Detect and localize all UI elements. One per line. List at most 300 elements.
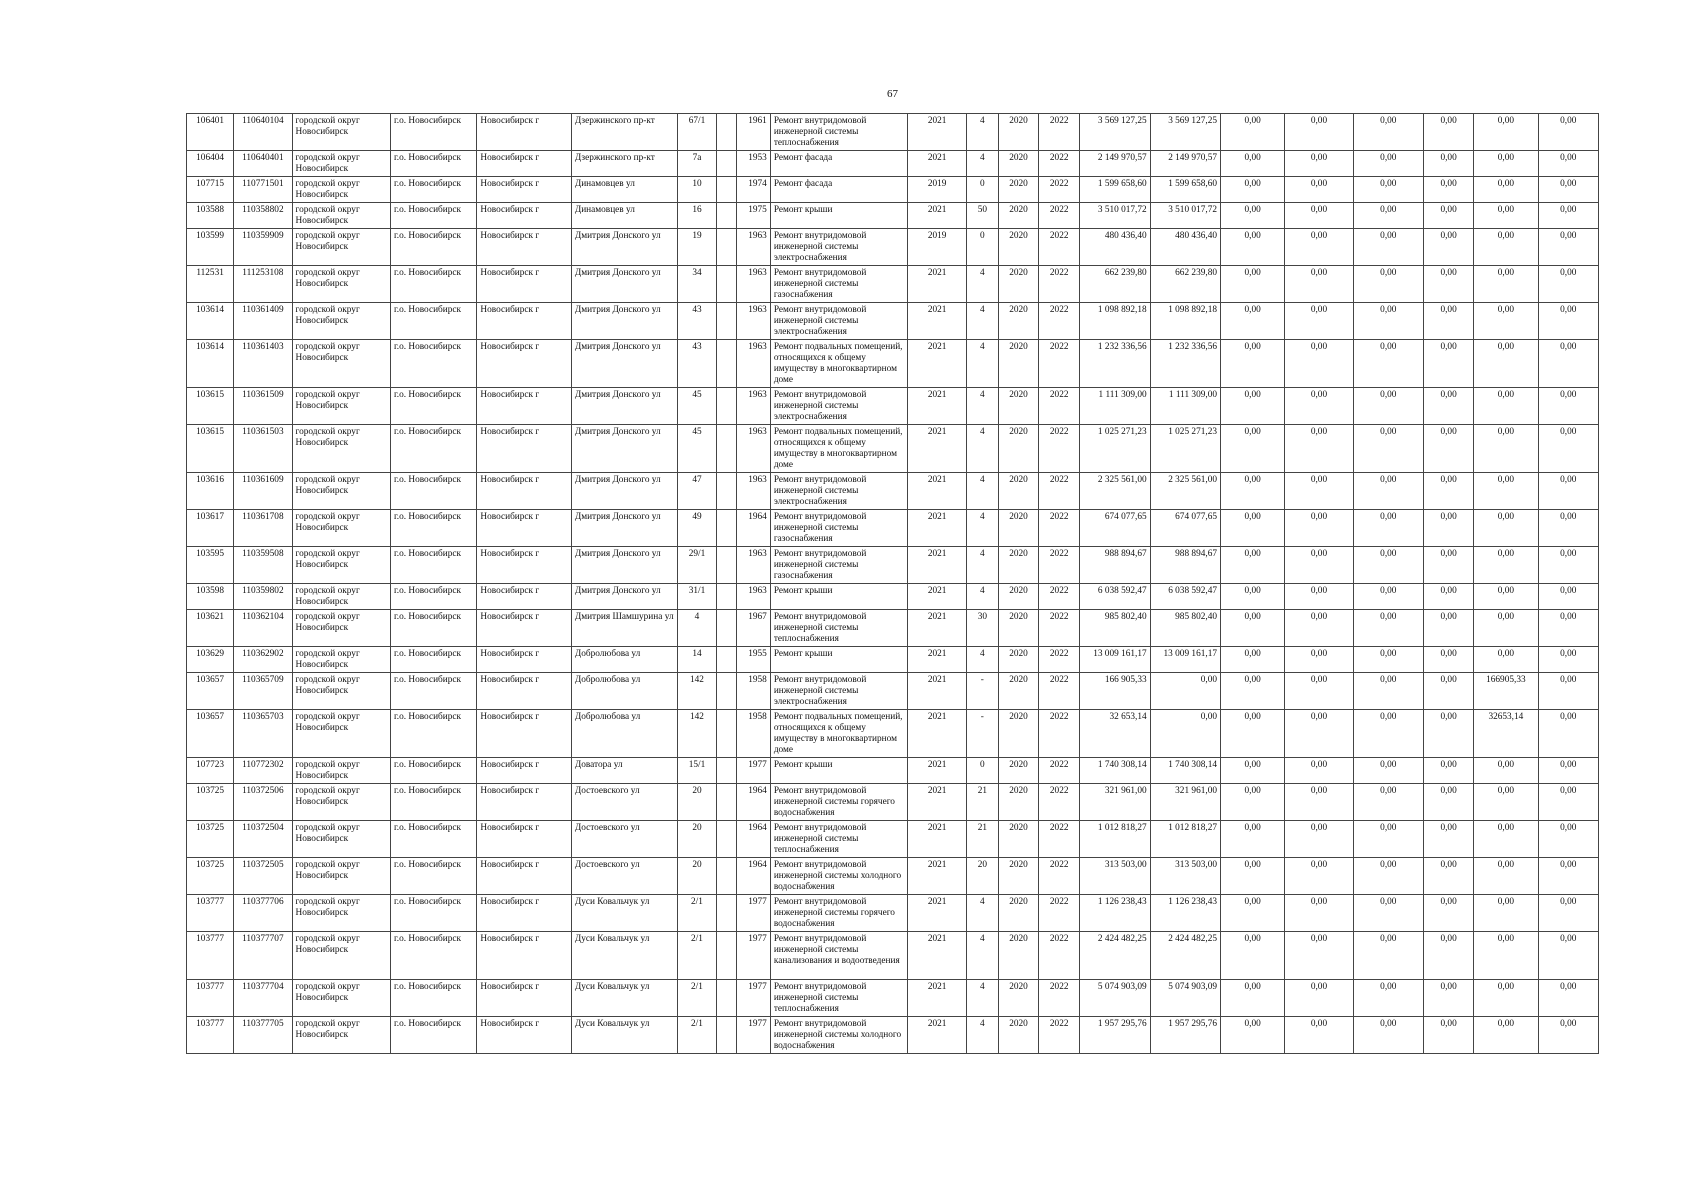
cell-total-cost: 166 905,33 bbox=[1080, 673, 1150, 710]
cell-total-cost: 1 126 238,43 bbox=[1080, 895, 1150, 932]
cell-street: Дмитрия Донского ул bbox=[571, 547, 678, 584]
cell-cell-q: 0,00 bbox=[1221, 610, 1285, 647]
cell-cell-s: 0,00 bbox=[1353, 229, 1423, 266]
cell-cell-u: 0,00 bbox=[1474, 758, 1538, 784]
table-row bbox=[187, 229, 1599, 266]
cell-cell-v: 0,00 bbox=[1538, 229, 1598, 266]
cell-blank-col bbox=[716, 858, 736, 895]
cell-total-cost: 1 098 892,18 bbox=[1080, 303, 1150, 340]
cell-object-code: 110359508 bbox=[234, 547, 292, 584]
cell-locality: Новосибирск г bbox=[477, 177, 571, 203]
cell-municipality: городской округ Новосибирск bbox=[292, 473, 390, 510]
cell-cell-s: 0,00 bbox=[1353, 510, 1423, 547]
cell-house-id: 103614 bbox=[187, 303, 234, 340]
cell-urban-district: г.о. Новосибирск bbox=[390, 784, 476, 821]
cell-cell-l: 4 bbox=[966, 547, 998, 584]
table-row bbox=[187, 673, 1599, 710]
cell-cell-v: 0,00 bbox=[1538, 710, 1598, 758]
cell-total-cost: 3 510 017,72 bbox=[1080, 203, 1150, 229]
cell-cell-l: 0 bbox=[966, 177, 998, 203]
cell-object-code: 110361509 bbox=[234, 388, 292, 425]
cell-municipality: городской округ Новосибирск bbox=[292, 673, 390, 710]
cell-cell-q: 0,00 bbox=[1221, 784, 1285, 821]
cell-object-code: 110372504 bbox=[234, 821, 292, 858]
cell-cell-r: 0,00 bbox=[1285, 388, 1353, 425]
cell-cell-t: 0,00 bbox=[1423, 266, 1473, 303]
cell-cell-t: 0,00 bbox=[1423, 821, 1473, 858]
cell-municipality: городской округ Новосибирск bbox=[292, 932, 390, 980]
cell-cell-s: 0,00 bbox=[1353, 151, 1423, 177]
cell-build-year: 1963 bbox=[736, 229, 770, 266]
cell-cell-v: 0,00 bbox=[1538, 980, 1598, 1017]
cell-cell-r: 0,00 bbox=[1285, 710, 1353, 758]
page-number: 67 bbox=[887, 88, 898, 100]
cell-build-year: 1963 bbox=[736, 547, 770, 584]
cell-object-code: 110361609 bbox=[234, 473, 292, 510]
cell-fund-cost: 3 510 017,72 bbox=[1150, 203, 1220, 229]
cell-fund-cost: 662 239,80 bbox=[1150, 266, 1220, 303]
cell-start-year: 2020 bbox=[998, 388, 1038, 425]
cell-cell-u: 0,00 bbox=[1474, 1017, 1538, 1054]
cell-cell-s: 0,00 bbox=[1353, 821, 1423, 858]
cell-object-code: 110361403 bbox=[234, 340, 292, 388]
cell-locality: Новосибирск г bbox=[477, 710, 571, 758]
cell-plan-year: 2021 bbox=[908, 473, 966, 510]
cell-start-year: 2020 bbox=[998, 425, 1038, 473]
cell-cell-q: 0,00 bbox=[1221, 151, 1285, 177]
cell-plan-year: 2021 bbox=[908, 510, 966, 547]
cell-cell-v: 0,00 bbox=[1538, 821, 1598, 858]
cell-end-year: 2022 bbox=[1039, 980, 1080, 1017]
cell-build-year: 1975 bbox=[736, 203, 770, 229]
cell-cell-t: 0,00 bbox=[1423, 584, 1473, 610]
cell-total-cost: 985 802,40 bbox=[1080, 610, 1150, 647]
cell-cell-l: 4 bbox=[966, 895, 998, 932]
cell-plan-year: 2021 bbox=[908, 895, 966, 932]
cell-urban-district: г.о. Новосибирск bbox=[390, 758, 476, 784]
cell-locality: Новосибирск г bbox=[477, 980, 571, 1017]
cell-work-type: Ремонт внутридомовой инженерной системы электроснабжения bbox=[770, 473, 908, 510]
cell-house-number: 14 bbox=[678, 647, 716, 673]
cell-fund-cost: 321 961,00 bbox=[1150, 784, 1220, 821]
cell-cell-u: 0,00 bbox=[1474, 821, 1538, 858]
cell-object-code: 110377705 bbox=[234, 1017, 292, 1054]
cell-cell-v: 0,00 bbox=[1538, 895, 1598, 932]
cell-fund-cost: 1 012 818,27 bbox=[1150, 821, 1220, 858]
cell-start-year: 2020 bbox=[998, 177, 1038, 203]
cell-work-type: Ремонт внутридомовой инженерной системы электроснабжения bbox=[770, 303, 908, 340]
cell-cell-q: 0,00 bbox=[1221, 425, 1285, 473]
cell-total-cost: 2 325 561,00 bbox=[1080, 473, 1150, 510]
cell-urban-district: г.о. Новосибирск bbox=[390, 114, 476, 151]
cell-cell-l: 4 bbox=[966, 266, 998, 303]
cell-build-year: 1964 bbox=[736, 821, 770, 858]
cell-cell-v: 0,00 bbox=[1538, 673, 1598, 710]
cell-cell-l: 50 bbox=[966, 203, 998, 229]
cell-locality: Новосибирск г bbox=[477, 1017, 571, 1054]
cell-work-type: Ремонт подвальных помещений, относящихся к общему имуществу в многоквартирном доме bbox=[770, 710, 908, 758]
cell-object-code: 110361708 bbox=[234, 510, 292, 547]
cell-start-year: 2020 bbox=[998, 303, 1038, 340]
cell-object-code: 110640104 bbox=[234, 114, 292, 151]
cell-street: Достоевского ул bbox=[571, 858, 678, 895]
cell-object-code: 110365709 bbox=[234, 673, 292, 710]
cell-street: Добролюбова ул bbox=[571, 710, 678, 758]
cell-cell-l: 4 bbox=[966, 584, 998, 610]
cell-fund-cost: 674 077,65 bbox=[1150, 510, 1220, 547]
cell-cell-l: 4 bbox=[966, 425, 998, 473]
cell-house-number: 142 bbox=[678, 673, 716, 710]
cell-municipality: городской округ Новосибирск bbox=[292, 647, 390, 673]
cell-build-year: 1977 bbox=[736, 758, 770, 784]
cell-fund-cost: 0,00 bbox=[1150, 673, 1220, 710]
cell-start-year: 2020 bbox=[998, 114, 1038, 151]
cell-start-year: 2020 bbox=[998, 203, 1038, 229]
cell-object-code: 110358802 bbox=[234, 203, 292, 229]
cell-total-cost: 1 957 295,76 bbox=[1080, 1017, 1150, 1054]
cell-municipality: городской округ Новосибирск bbox=[292, 114, 390, 151]
cell-cell-l: 4 bbox=[966, 510, 998, 547]
cell-municipality: городской округ Новосибирск bbox=[292, 584, 390, 610]
cell-cell-q: 0,00 bbox=[1221, 203, 1285, 229]
cell-start-year: 2020 bbox=[998, 932, 1038, 980]
cell-start-year: 2020 bbox=[998, 151, 1038, 177]
cell-start-year: 2020 bbox=[998, 647, 1038, 673]
cell-house-number: 19 bbox=[678, 229, 716, 266]
cell-blank-col bbox=[716, 610, 736, 647]
cell-object-code: 110361409 bbox=[234, 303, 292, 340]
cell-cell-q: 0,00 bbox=[1221, 388, 1285, 425]
cell-house-id: 103595 bbox=[187, 547, 234, 584]
cell-cell-u: 0,00 bbox=[1474, 425, 1538, 473]
cell-house-id: 103616 bbox=[187, 473, 234, 510]
cell-locality: Новосибирск г bbox=[477, 584, 571, 610]
cell-end-year: 2022 bbox=[1039, 229, 1080, 266]
cell-house-number: 4 bbox=[678, 610, 716, 647]
cell-municipality: городской округ Новосибирск bbox=[292, 151, 390, 177]
cell-cell-r: 0,00 bbox=[1285, 229, 1353, 266]
cell-fund-cost: 5 074 903,09 bbox=[1150, 980, 1220, 1017]
cell-cell-s: 0,00 bbox=[1353, 388, 1423, 425]
cell-plan-year: 2021 bbox=[908, 266, 966, 303]
cell-municipality: городской округ Новосибирск bbox=[292, 229, 390, 266]
cell-work-type: Ремонт внутридомовой инженерной системы теплоснабжения bbox=[770, 610, 908, 647]
cell-blank-col bbox=[716, 203, 736, 229]
cell-cell-t: 0,00 bbox=[1423, 758, 1473, 784]
cell-cell-r: 0,00 bbox=[1285, 1017, 1353, 1054]
cell-cell-q: 0,00 bbox=[1221, 758, 1285, 784]
cell-cell-s: 0,00 bbox=[1353, 758, 1423, 784]
cell-house-number: 20 bbox=[678, 784, 716, 821]
cell-end-year: 2022 bbox=[1039, 647, 1080, 673]
cell-object-code: 110359802 bbox=[234, 584, 292, 610]
cell-cell-u: 0,00 bbox=[1474, 610, 1538, 647]
cell-blank-col bbox=[716, 980, 736, 1017]
cell-house-id: 103657 bbox=[187, 673, 234, 710]
cell-cell-t: 0,00 bbox=[1423, 425, 1473, 473]
cell-house-number: 45 bbox=[678, 388, 716, 425]
cell-total-cost: 2 424 482,25 bbox=[1080, 932, 1150, 980]
cell-cell-s: 0,00 bbox=[1353, 858, 1423, 895]
cell-cell-s: 0,00 bbox=[1353, 266, 1423, 303]
cell-cell-v: 0,00 bbox=[1538, 303, 1598, 340]
cell-work-type: Ремонт внутридомовой инженерной системы теплоснабжения bbox=[770, 114, 908, 151]
cell-cell-t: 0,00 bbox=[1423, 229, 1473, 266]
cell-cell-u: 0,00 bbox=[1474, 980, 1538, 1017]
cell-cell-u: 0,00 bbox=[1474, 784, 1538, 821]
cell-work-type: Ремонт внутридомовой инженерной системы холодного водоснабжения bbox=[770, 1017, 908, 1054]
cell-cell-r: 0,00 bbox=[1285, 151, 1353, 177]
cell-work-type: Ремонт внутридомовой инженерной системы холодного водоснабжения bbox=[770, 858, 908, 895]
cell-cell-r: 0,00 bbox=[1285, 784, 1353, 821]
cell-build-year: 1963 bbox=[736, 303, 770, 340]
cell-cell-q: 0,00 bbox=[1221, 673, 1285, 710]
cell-blank-col bbox=[716, 340, 736, 388]
cell-cell-l: 4 bbox=[966, 932, 998, 980]
cell-cell-r: 0,00 bbox=[1285, 510, 1353, 547]
cell-object-code: 110640401 bbox=[234, 151, 292, 177]
cell-urban-district: г.о. Новосибирск bbox=[390, 340, 476, 388]
cell-end-year: 2022 bbox=[1039, 673, 1080, 710]
cell-cell-u: 0,00 bbox=[1474, 510, 1538, 547]
cell-cell-q: 0,00 bbox=[1221, 1017, 1285, 1054]
cell-house-id: 106404 bbox=[187, 151, 234, 177]
table-row bbox=[187, 203, 1599, 229]
cell-cell-s: 0,00 bbox=[1353, 647, 1423, 673]
cell-house-number: 7а bbox=[678, 151, 716, 177]
cell-house-id: 103725 bbox=[187, 821, 234, 858]
cell-municipality: городской округ Новосибирск bbox=[292, 710, 390, 758]
cell-blank-col bbox=[716, 473, 736, 510]
cell-object-code: 111253108 bbox=[234, 266, 292, 303]
cell-blank-col bbox=[716, 229, 736, 266]
cell-build-year: 1961 bbox=[736, 114, 770, 151]
cell-urban-district: г.о. Новосибирск bbox=[390, 673, 476, 710]
cell-start-year: 2020 bbox=[998, 980, 1038, 1017]
cell-cell-t: 0,00 bbox=[1423, 388, 1473, 425]
cell-build-year: 1964 bbox=[736, 858, 770, 895]
table-row bbox=[187, 340, 1599, 388]
cell-cell-u: 0,00 bbox=[1474, 303, 1538, 340]
cell-street: Дмитрия Донского ул bbox=[571, 388, 678, 425]
cell-cell-s: 0,00 bbox=[1353, 710, 1423, 758]
cell-house-id: 112531 bbox=[187, 266, 234, 303]
cell-total-cost: 1 012 818,27 bbox=[1080, 821, 1150, 858]
cell-cell-t: 0,00 bbox=[1423, 980, 1473, 1017]
table-row bbox=[187, 821, 1599, 858]
cell-street: Динамовцев ул bbox=[571, 203, 678, 229]
cell-cell-t: 0,00 bbox=[1423, 177, 1473, 203]
cell-end-year: 2022 bbox=[1039, 932, 1080, 980]
cell-cell-l: 0 bbox=[966, 758, 998, 784]
cell-locality: Новосибирск г bbox=[477, 758, 571, 784]
cell-cell-q: 0,00 bbox=[1221, 821, 1285, 858]
cell-house-id: 103777 bbox=[187, 1017, 234, 1054]
cell-start-year: 2020 bbox=[998, 1017, 1038, 1054]
cell-object-code: 110361503 bbox=[234, 425, 292, 473]
cell-house-number: 10 bbox=[678, 177, 716, 203]
cell-blank-col bbox=[716, 584, 736, 610]
cell-cell-u: 0,00 bbox=[1474, 177, 1538, 203]
cell-urban-district: г.о. Новосибирск bbox=[390, 151, 476, 177]
cell-cell-l: 4 bbox=[966, 980, 998, 1017]
cell-cell-r: 0,00 bbox=[1285, 895, 1353, 932]
cell-house-number: 67/1 bbox=[678, 114, 716, 151]
cell-total-cost: 6 038 592,47 bbox=[1080, 584, 1150, 610]
cell-build-year: 1977 bbox=[736, 980, 770, 1017]
table-row bbox=[187, 547, 1599, 584]
table-row bbox=[187, 303, 1599, 340]
cell-municipality: городской округ Новосибирск bbox=[292, 610, 390, 647]
cell-end-year: 2022 bbox=[1039, 610, 1080, 647]
cell-cell-r: 0,00 bbox=[1285, 473, 1353, 510]
cell-house-id: 103599 bbox=[187, 229, 234, 266]
cell-plan-year: 2021 bbox=[908, 932, 966, 980]
cell-urban-district: г.о. Новосибирск bbox=[390, 229, 476, 266]
cell-build-year: 1964 bbox=[736, 510, 770, 547]
cell-cell-s: 0,00 bbox=[1353, 1017, 1423, 1054]
cell-fund-cost: 1 599 658,60 bbox=[1150, 177, 1220, 203]
cell-urban-district: г.о. Новосибирск bbox=[390, 303, 476, 340]
cell-object-code: 110372505 bbox=[234, 858, 292, 895]
cell-cell-l: 4 bbox=[966, 114, 998, 151]
cell-cell-t: 0,00 bbox=[1423, 858, 1473, 895]
cell-urban-district: г.о. Новосибирск bbox=[390, 821, 476, 858]
cell-build-year: 1963 bbox=[736, 473, 770, 510]
cell-cell-q: 0,00 bbox=[1221, 340, 1285, 388]
cell-plan-year: 2021 bbox=[908, 388, 966, 425]
cell-house-number: 49 bbox=[678, 510, 716, 547]
cell-house-id: 107723 bbox=[187, 758, 234, 784]
cell-start-year: 2020 bbox=[998, 229, 1038, 266]
cell-cell-t: 0,00 bbox=[1423, 932, 1473, 980]
cell-end-year: 2022 bbox=[1039, 388, 1080, 425]
cell-municipality: городской округ Новосибирск bbox=[292, 203, 390, 229]
cell-cell-t: 0,00 bbox=[1423, 895, 1473, 932]
cell-street: Дмитрия Донского ул bbox=[571, 584, 678, 610]
cell-work-type: Ремонт подвальных помещений, относящихся к общему имуществу в многоквартирном доме bbox=[770, 340, 908, 388]
cell-urban-district: г.о. Новосибирск bbox=[390, 610, 476, 647]
cell-object-code: 110372506 bbox=[234, 784, 292, 821]
cell-start-year: 2020 bbox=[998, 473, 1038, 510]
cell-street: Дмитрия Донского ул bbox=[571, 229, 678, 266]
cell-plan-year: 2021 bbox=[908, 584, 966, 610]
cell-start-year: 2020 bbox=[998, 758, 1038, 784]
cell-cell-r: 0,00 bbox=[1285, 758, 1353, 784]
cell-end-year: 2022 bbox=[1039, 784, 1080, 821]
cell-cell-l: 4 bbox=[966, 1017, 998, 1054]
cell-cell-l: 21 bbox=[966, 821, 998, 858]
cell-house-id: 103621 bbox=[187, 610, 234, 647]
cell-cell-v: 0,00 bbox=[1538, 114, 1598, 151]
cell-fund-cost: 1 126 238,43 bbox=[1150, 895, 1220, 932]
cell-locality: Новосибирск г bbox=[477, 229, 571, 266]
cell-locality: Новосибирск г bbox=[477, 151, 571, 177]
cell-house-id: 103615 bbox=[187, 425, 234, 473]
cell-street: Дуси Ковальчук ул bbox=[571, 932, 678, 980]
cell-total-cost: 662 239,80 bbox=[1080, 266, 1150, 303]
cell-blank-col bbox=[716, 266, 736, 303]
cell-street: Дмитрия Донского ул bbox=[571, 266, 678, 303]
cell-object-code: 110362104 bbox=[234, 610, 292, 647]
cell-object-code: 110362902 bbox=[234, 647, 292, 673]
cell-locality: Новосибирск г bbox=[477, 203, 571, 229]
cell-total-cost: 480 436,40 bbox=[1080, 229, 1150, 266]
cell-municipality: городской округ Новосибирск bbox=[292, 980, 390, 1017]
cell-cell-u: 166905,33 bbox=[1474, 673, 1538, 710]
cell-total-cost: 1 111 309,00 bbox=[1080, 388, 1150, 425]
cell-locality: Новосибирск г bbox=[477, 858, 571, 895]
cell-cell-t: 0,00 bbox=[1423, 510, 1473, 547]
cell-municipality: городской округ Новосибирск bbox=[292, 388, 390, 425]
cell-cell-v: 0,00 bbox=[1538, 203, 1598, 229]
cell-cell-l: 21 bbox=[966, 784, 998, 821]
cell-urban-district: г.о. Новосибирск bbox=[390, 510, 476, 547]
cell-municipality: городской округ Новосибирск bbox=[292, 1017, 390, 1054]
cell-street: Достоевского ул bbox=[571, 821, 678, 858]
cell-cell-s: 0,00 bbox=[1353, 425, 1423, 473]
cell-build-year: 1963 bbox=[736, 425, 770, 473]
cell-build-year: 1963 bbox=[736, 388, 770, 425]
cell-urban-district: г.о. Новосибирск bbox=[390, 980, 476, 1017]
cell-total-cost: 5 074 903,09 bbox=[1080, 980, 1150, 1017]
cell-urban-district: г.о. Новосибирск bbox=[390, 203, 476, 229]
table-row bbox=[187, 758, 1599, 784]
cell-start-year: 2020 bbox=[998, 710, 1038, 758]
cell-end-year: 2022 bbox=[1039, 340, 1080, 388]
cell-fund-cost: 1 740 308,14 bbox=[1150, 758, 1220, 784]
cell-start-year: 2020 bbox=[998, 858, 1038, 895]
cell-object-code: 110377707 bbox=[234, 932, 292, 980]
cell-cell-s: 0,00 bbox=[1353, 673, 1423, 710]
cell-street: Дмитрия Донского ул bbox=[571, 303, 678, 340]
cell-cell-l: 0 bbox=[966, 229, 998, 266]
cell-work-type: Ремонт крыши bbox=[770, 584, 908, 610]
cell-locality: Новосибирск г bbox=[477, 510, 571, 547]
cell-plan-year: 2021 bbox=[908, 858, 966, 895]
cell-urban-district: г.о. Новосибирск bbox=[390, 932, 476, 980]
cell-urban-district: г.о. Новосибирск bbox=[390, 177, 476, 203]
table-row bbox=[187, 473, 1599, 510]
cell-urban-district: г.о. Новосибирск bbox=[390, 895, 476, 932]
cell-urban-district: г.о. Новосибирск bbox=[390, 858, 476, 895]
cell-cell-l: 4 bbox=[966, 340, 998, 388]
cell-fund-cost: 2 325 561,00 bbox=[1150, 473, 1220, 510]
cell-cell-u: 0,00 bbox=[1474, 547, 1538, 584]
cell-municipality: городской округ Новосибирск bbox=[292, 425, 390, 473]
cell-plan-year: 2019 bbox=[908, 229, 966, 266]
table-row bbox=[187, 114, 1599, 151]
cell-cell-u: 0,00 bbox=[1474, 895, 1538, 932]
registry-body bbox=[187, 114, 1599, 1054]
cell-cell-q: 0,00 bbox=[1221, 473, 1285, 510]
cell-fund-cost: 1 232 336,56 bbox=[1150, 340, 1220, 388]
cell-municipality: городской округ Новосибирск bbox=[292, 177, 390, 203]
cell-start-year: 2020 bbox=[998, 895, 1038, 932]
cell-cell-r: 0,00 bbox=[1285, 610, 1353, 647]
cell-municipality: городской округ Новосибирск bbox=[292, 303, 390, 340]
cell-object-code: 110359909 bbox=[234, 229, 292, 266]
cell-cell-q: 0,00 bbox=[1221, 710, 1285, 758]
cell-cell-r: 0,00 bbox=[1285, 584, 1353, 610]
cell-work-type: Ремонт фасада bbox=[770, 151, 908, 177]
cell-locality: Новосибирск г bbox=[477, 932, 571, 980]
cell-build-year: 1977 bbox=[736, 1017, 770, 1054]
cell-fund-cost: 1 025 271,23 bbox=[1150, 425, 1220, 473]
cell-cell-l: 4 bbox=[966, 473, 998, 510]
table-row bbox=[187, 388, 1599, 425]
cell-total-cost: 32 653,14 bbox=[1080, 710, 1150, 758]
